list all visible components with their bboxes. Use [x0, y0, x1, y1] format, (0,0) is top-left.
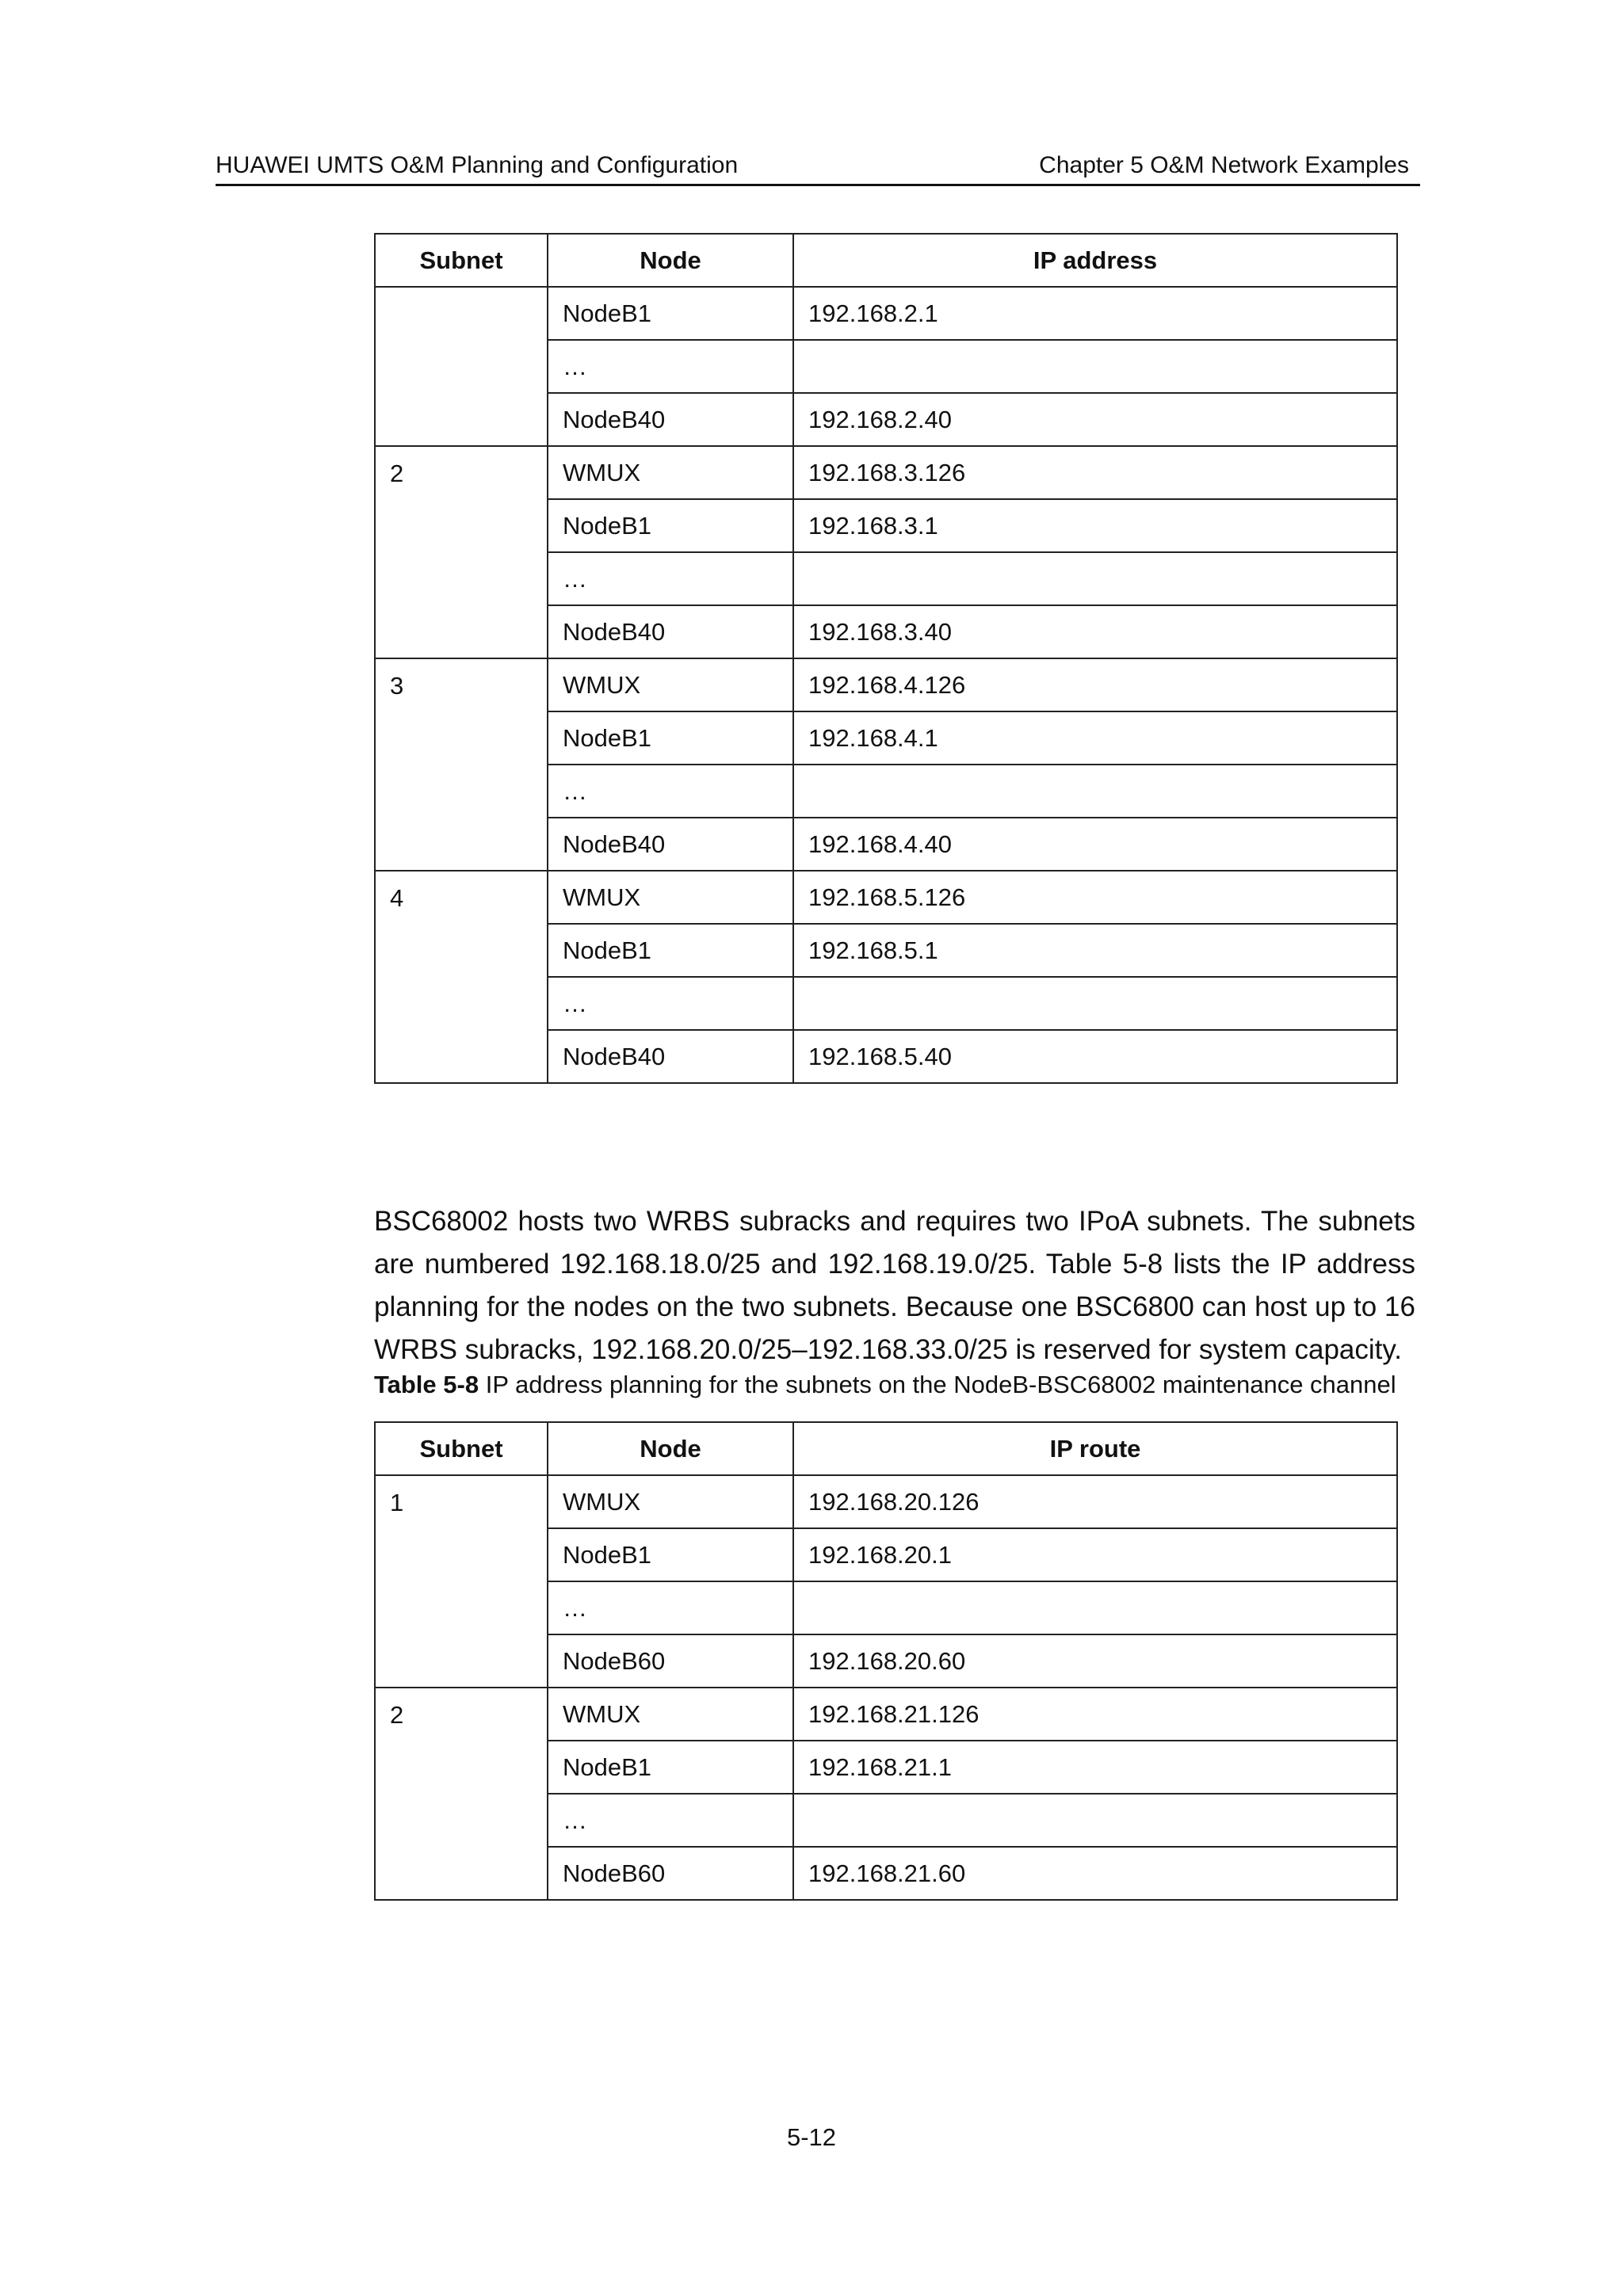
node-cell: WMUX [548, 446, 793, 499]
node-cell: NodeB1 [548, 711, 793, 765]
node-cell: WMUX [548, 871, 793, 924]
table-row [375, 658, 1397, 711]
node-cell: NodeB1 [548, 1528, 793, 1581]
node-cell: … [548, 977, 793, 1030]
ip-cell [793, 1581, 1397, 1634]
header-document-title: HUAWEI UMTS O&M Planning and Configuration [216, 152, 739, 178]
subnet-cell: 1 [375, 1475, 548, 1688]
ip-cell: 192.168.3.40 [793, 605, 1397, 658]
column-header-ip: IP address [793, 234, 1397, 287]
ip-cell: 192.168.20.1 [793, 1528, 1397, 1581]
ip-cell: 192.168.21.1 [793, 1741, 1397, 1794]
subnet-cell: 2 [375, 1688, 548, 1900]
ip-cell: 192.168.21.60 [793, 1847, 1397, 1900]
ip-cell [793, 1794, 1397, 1847]
ip-cell: 192.168.5.1 [793, 924, 1397, 977]
subnet-cell: 2 [375, 446, 548, 658]
node-cell: NodeB60 [548, 1847, 793, 1900]
table-row [375, 871, 1397, 924]
ip-cell [793, 552, 1397, 605]
table-header-row [375, 234, 1397, 287]
column-header-node: Node [548, 234, 793, 287]
column-header-ip-route: IP route [793, 1422, 1397, 1475]
node-cell: WMUX [548, 658, 793, 711]
table-row [375, 287, 1397, 340]
column-header-subnet: Subnet [375, 1422, 548, 1475]
node-cell: … [548, 765, 793, 818]
ip-cell [793, 340, 1397, 393]
column-header-node: Node [548, 1422, 793, 1475]
table-body [375, 287, 1397, 1083]
ip-cell: 192.168.20.126 [793, 1475, 1397, 1528]
ip-cell: 192.168.20.60 [793, 1634, 1397, 1688]
ip-cell: 192.168.4.1 [793, 711, 1397, 765]
subnet-ip-table-continued [374, 233, 1398, 1084]
body-paragraph: BSC68002 hosts two WRBS subracks and requires two IPoA subnets. The subnets are numbered 192.168.18.0/25 and 192.168.19.0/25. Table 5-8 lists the IP address planning for the nodes on the two subnets. Because one BSC6800 can host up to 16 WRBS subracks, 192.168.20.0/25–192.168.33.0/25 is reserved for system capacity. [374, 1206, 1415, 1365]
table-body [375, 1475, 1397, 1900]
node-cell: NodeB40 [548, 605, 793, 658]
ip-cell [793, 977, 1397, 1030]
subnet-cell: 4 [375, 871, 548, 1083]
node-cell: … [548, 1794, 793, 1847]
subnet-cell: 3 [375, 658, 548, 871]
table-caption [374, 1371, 1420, 1399]
ip-cell: 192.168.2.40 [793, 393, 1397, 446]
ip-cell: 192.168.5.126 [793, 871, 1397, 924]
node-cell: NodeB1 [548, 1741, 793, 1794]
table-header-row [375, 1422, 1397, 1475]
subnet-cell [375, 287, 548, 446]
node-cell: WMUX [548, 1475, 793, 1528]
ip-cell: 192.168.3.126 [793, 446, 1397, 499]
node-cell: … [548, 552, 793, 605]
node-cell: … [548, 340, 793, 393]
ip-cell [793, 765, 1397, 818]
node-cell: NodeB40 [548, 1030, 793, 1083]
header-chapter-title: Chapter 5 O&M Network Examples [1039, 152, 1409, 178]
subnet-ip-route-table [374, 1421, 1398, 1901]
page-header [216, 152, 1420, 186]
column-header-subnet: Subnet [375, 234, 548, 287]
table-row [375, 1475, 1397, 1528]
node-cell: NodeB1 [548, 287, 793, 340]
node-cell: WMUX [548, 1688, 793, 1741]
node-cell: … [548, 1581, 793, 1634]
node-cell: NodeB1 [548, 924, 793, 977]
page-number: 5-12 [786, 2123, 837, 2151]
table-caption-text: IP address planning for the subnets on the NodeB-BSC68002 maintenance channel [479, 1371, 1396, 1398]
node-cell: NodeB40 [548, 393, 793, 446]
table-row [375, 446, 1397, 499]
ip-cell: 192.168.5.40 [793, 1030, 1397, 1083]
ip-cell: 192.168.4.40 [793, 818, 1397, 871]
ip-cell: 192.168.4.126 [793, 658, 1397, 711]
table-caption-number: Table 5-8 [374, 1371, 479, 1398]
ip-cell: 192.168.3.1 [793, 499, 1397, 552]
node-cell: NodeB1 [548, 499, 793, 552]
table-row [375, 1688, 1397, 1741]
node-cell: NodeB60 [548, 1634, 793, 1688]
ip-cell: 192.168.2.1 [793, 287, 1397, 340]
ip-cell: 192.168.21.126 [793, 1688, 1397, 1741]
node-cell: NodeB40 [548, 818, 793, 871]
